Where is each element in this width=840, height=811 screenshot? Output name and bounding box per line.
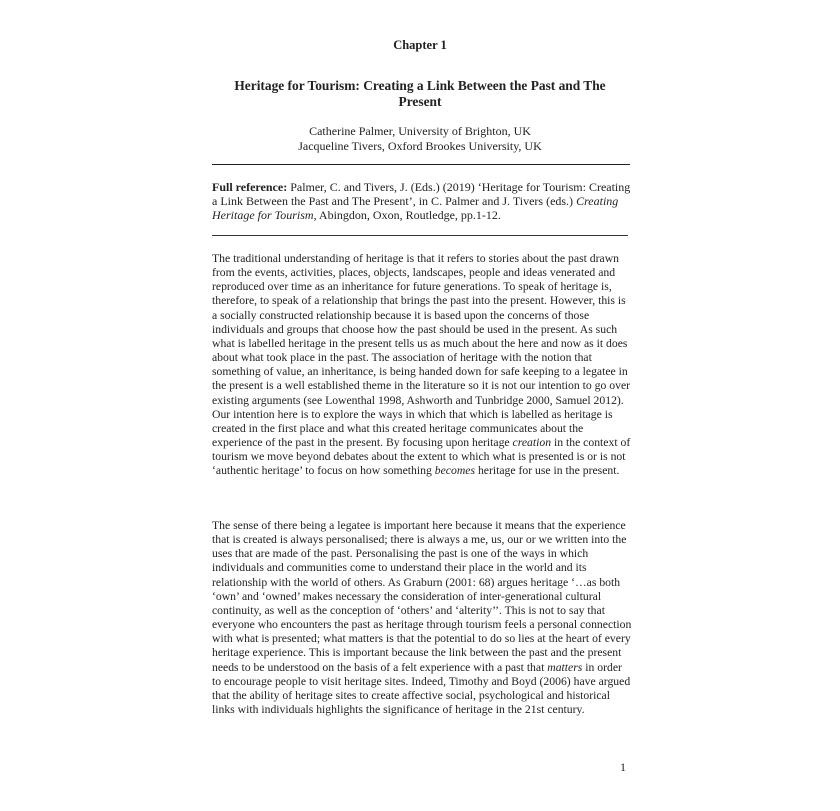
chapter-title: Heritage for Tourism: Creating a Link Between the Past and The Present (234, 78, 606, 109)
emphasis-text: matters (547, 660, 583, 674)
body-paragraph-1 (212, 252, 632, 479)
author-line: Catherine Palmer, University of Brighton, UK (309, 124, 531, 138)
body-paragraph-2 (212, 519, 632, 717)
reference-text-end: , Abingdon, Oxon, Routledge, pp.1-12. (313, 208, 501, 223)
top-divider (212, 164, 630, 165)
paragraph-text: in the context of tourism we move beyond debates about the extent to which what is presented is or is not ‘authentic heritage’ to focus on how something (212, 436, 631, 478)
paragraph-text: The traditional understanding of heritage is that it refers to stories about the past drawn from the events, activities, places, objects, landscapes, people and ideas venerated and reproduced over time as an inheritance for future generations. To speak of heritage is, therefore, to speak of a relationship that brings the past into the present. However, this is a socially constructed relationship because it is based upon the concerns of those individuals and groups that choose how the past should be used in the present. As such what is labelled heritage in the present tells us as much about the here and now as it does about what took place in the past. The association of heritage with the notion that something of value, an inheritance, is being handed down for safe keeping to a legatee in the present is a well established theme in the literature so it is not our intention to go over existing arguments (see Lowenthal 1998, Ashworth and Tunbridge 2000, Samuel 2012). Our intention here is to explore the ways in which that which is labelled as heritage is created in the first place and what this created heritage communicates about the experience of the past in the present. By focusing upon heritage (212, 252, 631, 450)
reference-label: Full reference: (212, 180, 288, 194)
paragraph-text: The sense of there being a legatee is important here because it means that the experience that is created is always personalised; there is always a me, us, our or we written into the uses that are made of the past. Personalising the past is one of the ways in which individuals and communities come to understand their place in the world and its relationship with the world of others. As Graburn (2001: 68) argues heritage ‘…as both ‘own’ and ‘owned’ makes necessary the consideration of inter-generational cultural continuity, as well as the conception of ‘others’ and ‘alterity’’. This is not to say that everyone who encounters the past as heritage through tourism feels a personal connection with what is presented; what matters is that the potential to do so lies at the heart of every heritage experience. This is important because the link between the past and the present needs to be understood on the basis of a felt experience with a past that (212, 519, 632, 674)
page-number: 1 (620, 760, 626, 774)
reference-book-title: Creating Heritage for Tourism (212, 194, 619, 223)
author-line: Jacqueline Tivers, Oxford Brookes University, UK (298, 138, 542, 153)
emphasis-text: becomes (434, 464, 476, 478)
full-reference (212, 180, 632, 223)
paragraph-text: heritage for use in the present. (475, 464, 620, 478)
author-list (0, 124, 840, 153)
reference-text: Palmer, C. and Tivers, J. (Eds.) (2019) ‘Heritage for Tourism: Creating a Link Between the Past and The Present’, in C. Palmer and J. Tivers (eds.) (212, 180, 631, 209)
emphasis-text: creation (512, 436, 552, 450)
chapter-label: Chapter 1 (393, 38, 447, 52)
paragraph-text: in order to encourage people to visit heritage sites. Indeed, Timothy and Boyd (2006) have argued that the ability of heritage sites to create affective social, psychological and historical links with individuals highlights the significance of heritage in the 21st century. (212, 660, 631, 717)
reference-divider (212, 235, 628, 236)
